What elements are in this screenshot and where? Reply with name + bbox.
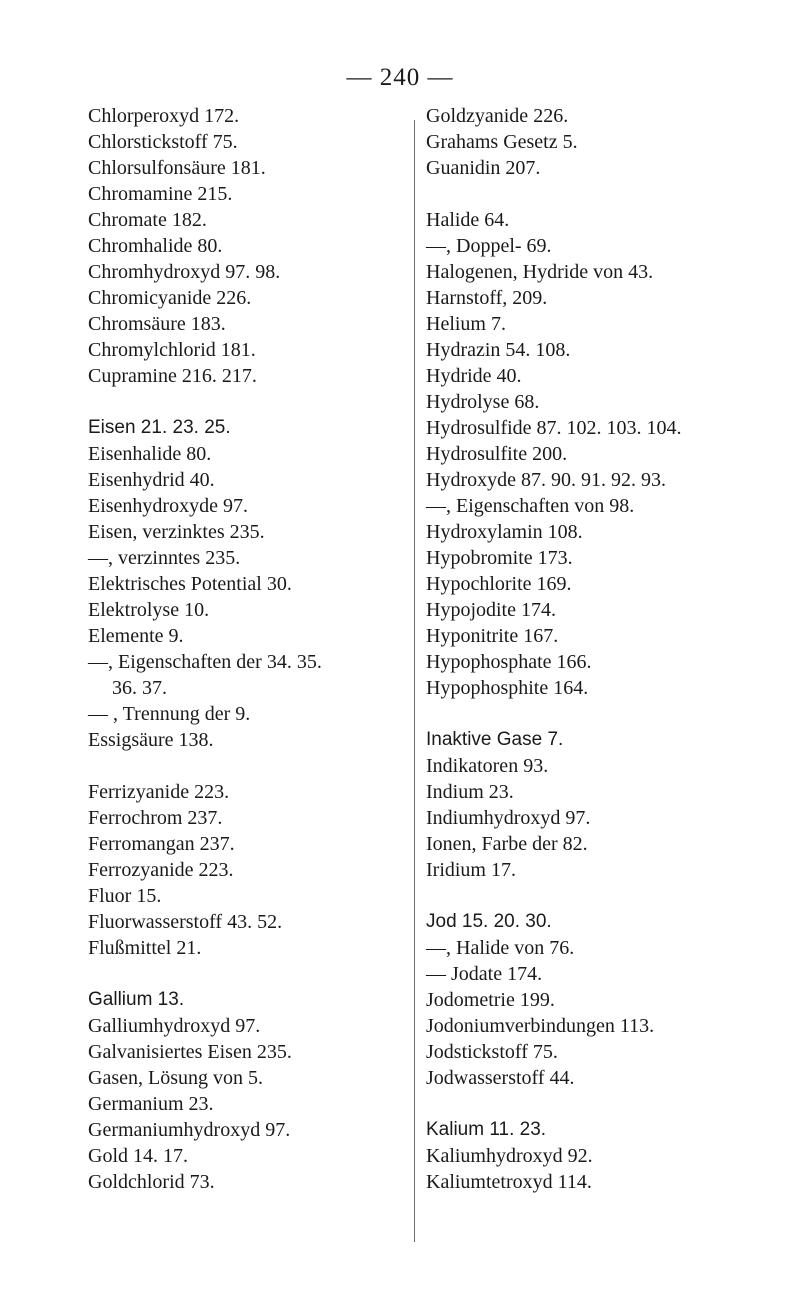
index-entry: Chromicyanide 226.	[88, 287, 252, 309]
section-gap	[426, 181, 766, 207]
index-entry: — , Trennung der 9.	[88, 703, 251, 725]
index-entry: Grahams Gesetz 5.	[426, 131, 578, 153]
index-entry: Hydrazin 54. 108.	[426, 339, 571, 361]
index-entry: Galliumhydroxyd 97.	[88, 1015, 261, 1037]
index-entry: Elektrolyse 10.	[88, 599, 210, 621]
section-gap	[88, 961, 423, 987]
index-entry: Eisen 21. 23. 25.	[88, 417, 231, 438]
section-gap	[88, 753, 423, 779]
index-column-left	[88, 103, 423, 1195]
index-entry: Ferrizyanide 223.	[88, 781, 230, 803]
index-entry: Jodwasserstoff 44.	[426, 1067, 575, 1089]
index-entry: Chlorstickstoff 75.	[88, 131, 238, 153]
index-entry: Hydroxyde 87. 90. 91. 92. 93.	[426, 469, 666, 491]
index-entry: Halide 64.	[426, 209, 510, 231]
column-divider	[414, 120, 415, 1242]
index-column-right	[426, 103, 766, 1195]
index-entry: Hypojodite 174.	[426, 599, 556, 621]
index-entry: Gasen, Lösung von 5.	[88, 1067, 263, 1089]
index-entry: Hydrolyse 68.	[426, 391, 540, 413]
index-entry: Jodometrie 199.	[426, 989, 555, 1011]
index-entry: Germaniumhydroxyd 97.	[88, 1119, 291, 1141]
index-entry: Fluor 15.	[88, 885, 162, 907]
section-gap	[426, 883, 766, 909]
index-entry: Kaliumhydroxyd 92.	[426, 1145, 593, 1167]
index-entry: Helium 7.	[426, 313, 506, 335]
index-entry: Kaliumtetroxyd 114.	[426, 1171, 592, 1193]
index-entry: Eisenhydrid 40.	[88, 469, 215, 491]
index-entry: Elemente 9.	[88, 625, 184, 647]
index-entry: Jod 15. 20. 30.	[426, 911, 552, 932]
index-entry: Iridium 17.	[426, 859, 516, 881]
index-entry: Germanium 23.	[88, 1093, 214, 1115]
index-entry: Indikatoren 93.	[426, 755, 549, 777]
index-entry: Essigsäure 138.	[88, 729, 214, 751]
index-entry: Hypophosphite 164.	[426, 677, 589, 699]
index-entry: —, Eigenschaften der 34. 35.	[88, 651, 322, 673]
index-entry: Chlorperoxyd 172.	[88, 105, 240, 127]
index-entry: Indiumhydroxyd 97.	[426, 807, 591, 829]
index-entry: Chlorsulfonsäure 181.	[88, 157, 266, 179]
index-entry: Jodstickstoff 75.	[426, 1041, 558, 1063]
index-entry: — Jodate 174.	[426, 963, 543, 985]
section-gap	[426, 1091, 766, 1117]
index-entry: Eisen, verzinktes 235.	[88, 521, 265, 543]
index-entry: Chromamine 215.	[88, 183, 233, 205]
index-entry: Goldchlorid 73.	[88, 1171, 215, 1193]
index-entry: —, verzinntes 235.	[88, 547, 241, 569]
index-entry: Harnstoff, 209.	[426, 287, 548, 309]
index-entry: Eisenhalide 80.	[88, 443, 212, 465]
page-number: — 240 —	[346, 64, 454, 91]
index-entry: Ferromangan 237.	[88, 833, 235, 855]
index-entry: Kalium 11. 23.	[426, 1119, 547, 1140]
index-entry: Fluorwasserstoff 43. 52.	[88, 911, 283, 933]
index-entry: Gold 14. 17.	[88, 1145, 188, 1167]
index-entry: Chromsäure 183.	[88, 313, 226, 335]
section-gap	[426, 701, 766, 727]
index-entry: Chromate 182.	[88, 209, 207, 231]
index-entry: Hypobromite 173.	[426, 547, 573, 569]
index-entry: 36. 37.	[112, 677, 167, 699]
index-entry: Gallium 13.	[88, 989, 185, 1010]
index-entry: —, Halide von 76.	[426, 937, 575, 959]
index-entry: Hydrosulfide 87. 102. 103. 104.	[426, 417, 682, 439]
index-entry: Hydrosulfite 200.	[426, 443, 568, 465]
index-entry: Chromhalide 80.	[88, 235, 223, 257]
index-entry: Goldzyanide 226.	[426, 105, 569, 127]
index-entry: Flußmittel 21.	[88, 937, 202, 959]
index-entry: Chromhydroxyd 97. 98.	[88, 261, 281, 283]
section-gap	[88, 389, 423, 415]
index-entry: Galvanisiertes Eisen 235.	[88, 1041, 292, 1063]
index-entry: Inaktive Gase 7.	[426, 729, 564, 750]
index-entry: —, Eigenschaften von 98.	[426, 495, 635, 517]
index-entry: Jodoniumverbindungen 113.	[426, 1015, 655, 1037]
index-entry: Ferrozyanide 223.	[88, 859, 234, 881]
index-entry: Eisenhydroxyde 97.	[88, 495, 248, 517]
index-entry: Cupramine 216. 217.	[88, 365, 257, 387]
index-entry: Chromylchlorid 181.	[88, 339, 256, 361]
index-entry: Hypophosphate 166.	[426, 651, 592, 673]
index-entry: Guanidin 207.	[426, 157, 541, 179]
index-entry: Hydride 40.	[426, 365, 522, 387]
index-entry: Ionen, Farbe der 82.	[426, 833, 588, 855]
index-entry: Indium 23.	[426, 781, 514, 803]
index-entry: Hyponitrite 167.	[426, 625, 559, 647]
index-entry: Hypochlorite 169.	[426, 573, 572, 595]
index-entry: Hydroxylamin 108.	[426, 521, 583, 543]
index-entry: Elektrisches Potential 30.	[88, 573, 292, 595]
index-entry: Halogenen, Hydride von 43.	[426, 261, 654, 283]
index-entry: Ferrochrom 237.	[88, 807, 223, 829]
index-entry: —, Doppel- 69.	[426, 235, 552, 257]
